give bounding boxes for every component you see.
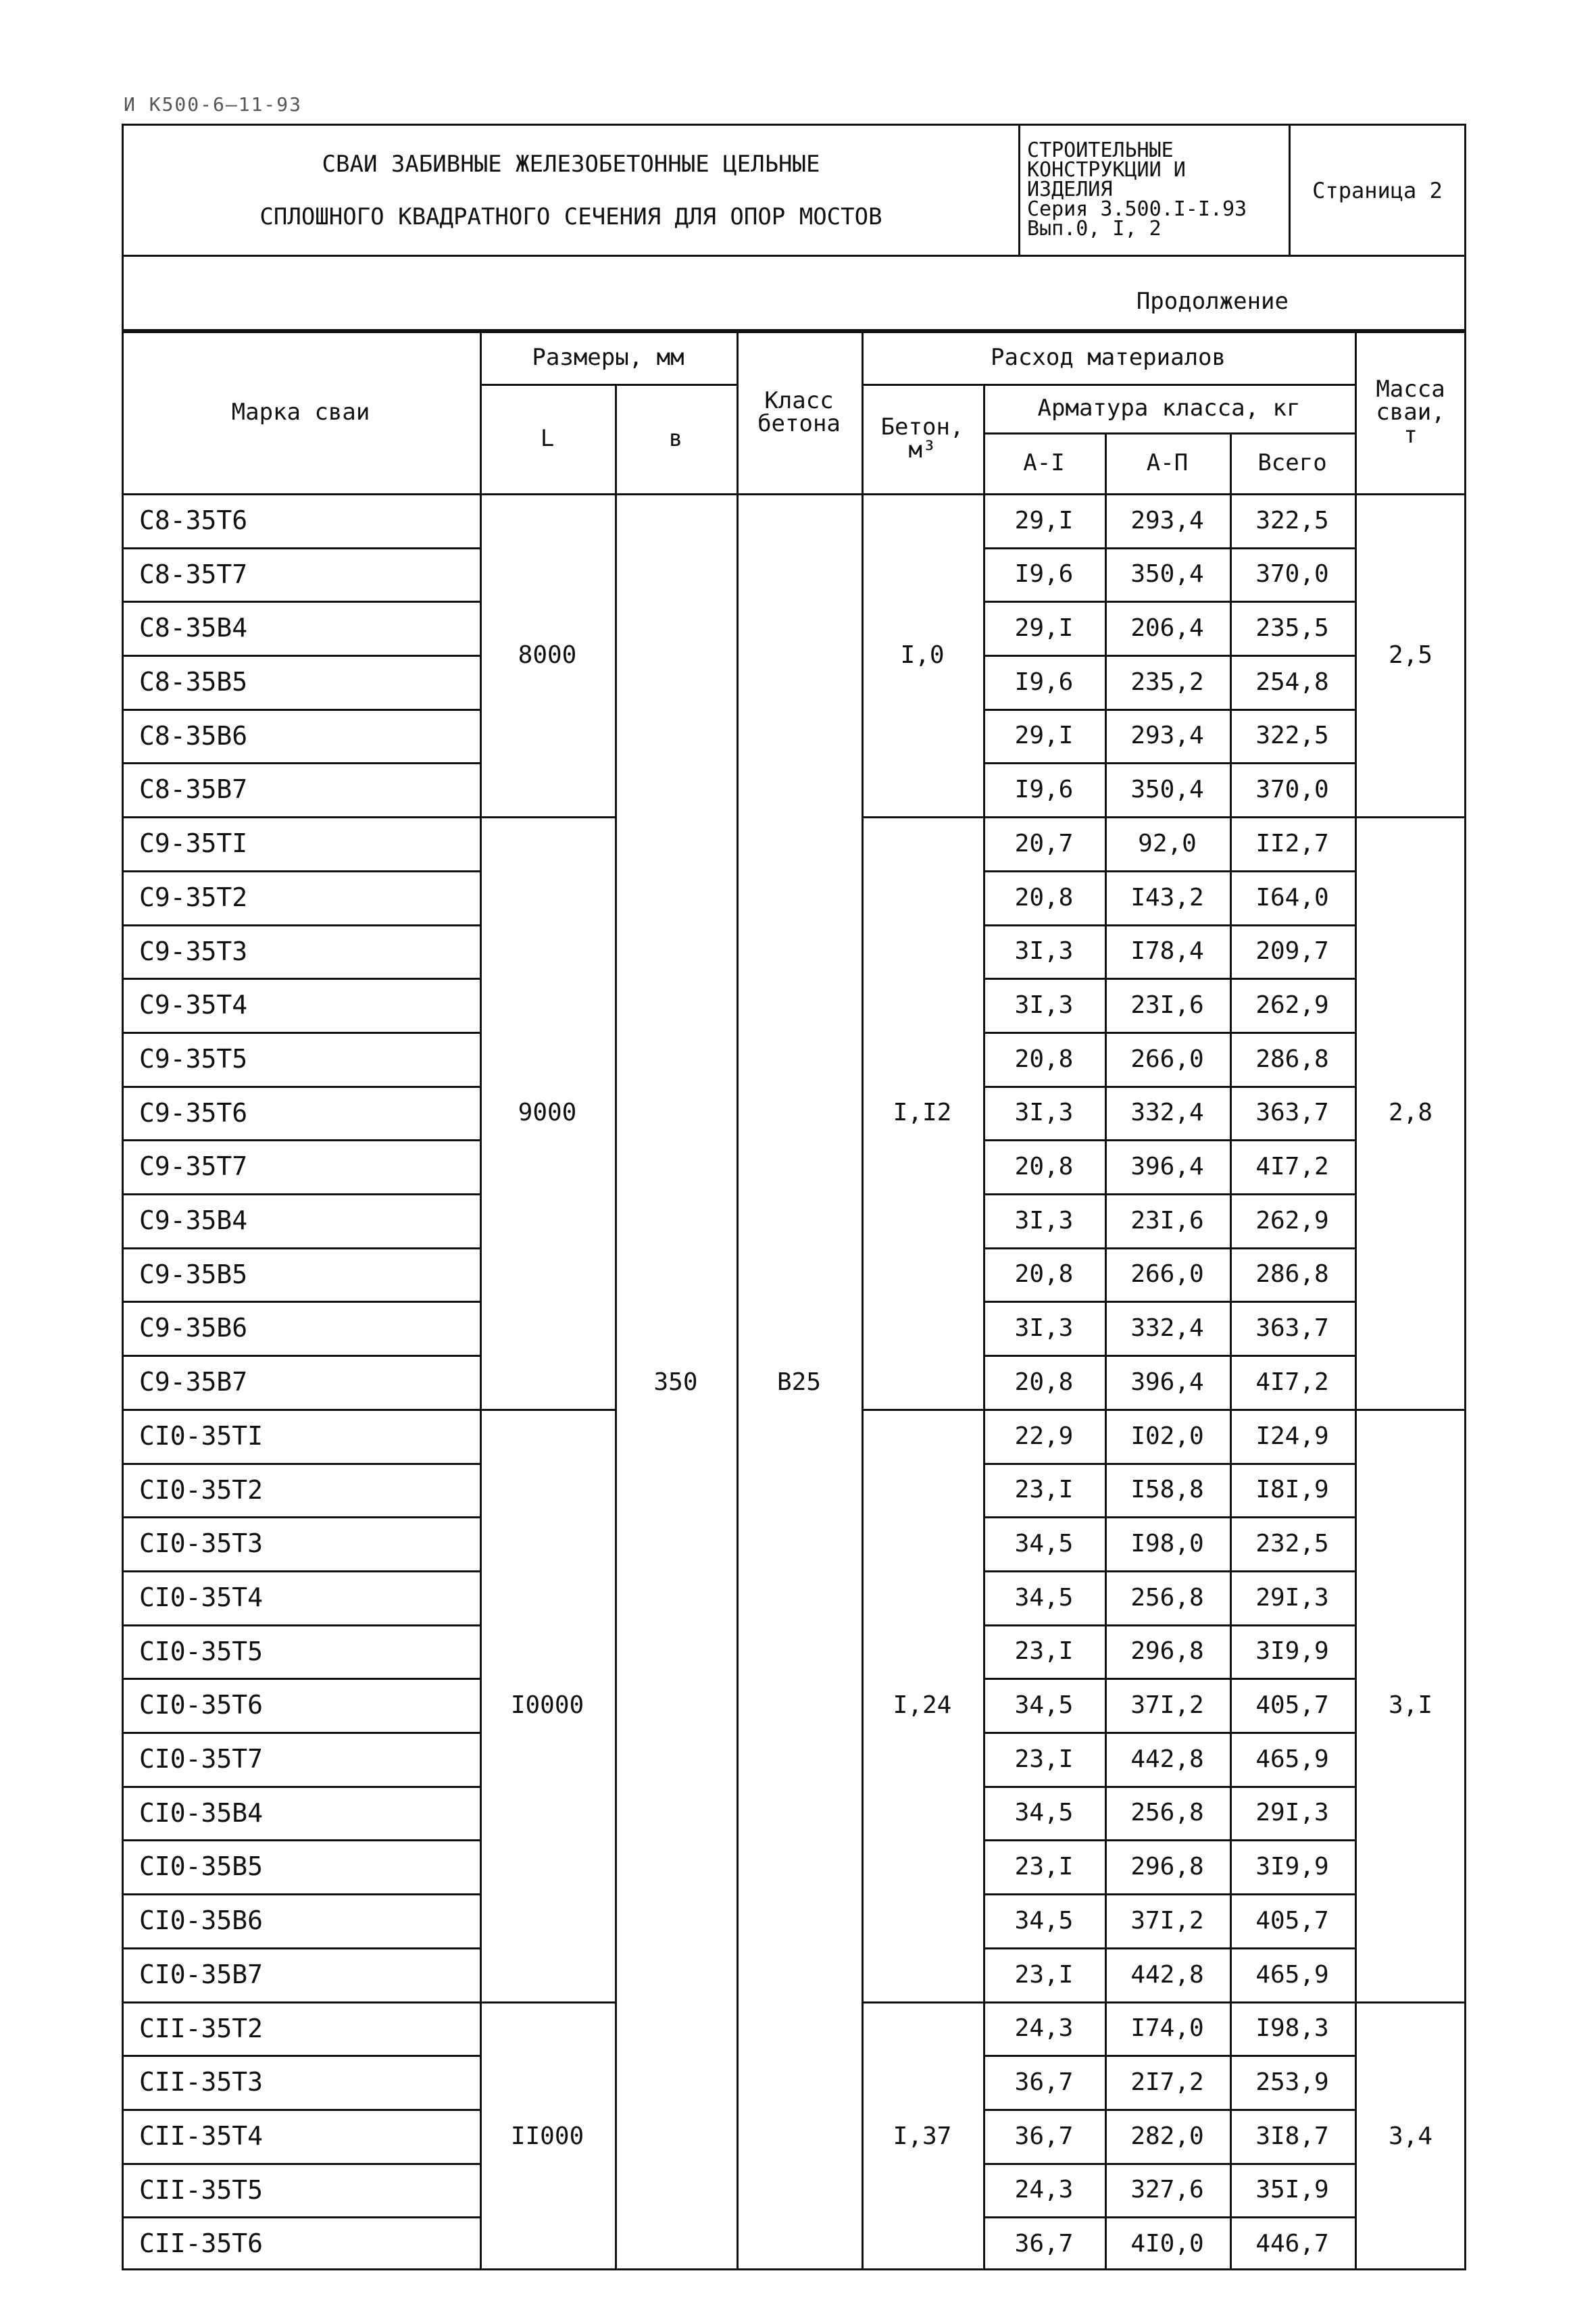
title-line-1: СВАИ ЗАБИВНЫЕ ЖЕЛЕЗОБЕТОННЫЕ ЦЕЛЬНЫЕ [322, 150, 820, 178]
col-header-sizes: Размеры, мм [532, 344, 684, 371]
concrete-volume: I,24 [893, 1691, 952, 1719]
rebar-a1: 36,7 [1014, 2229, 1074, 2258]
rebar-total: 235,5 [1255, 614, 1329, 642]
pile-mark: СII-35Т4 [139, 2121, 264, 2151]
rebar-a2: 296,8 [1130, 1637, 1204, 1665]
pile-mark: СII-35Т3 [139, 2067, 264, 2097]
rebar-a2: 327,6 [1130, 2176, 1204, 2204]
rebar-a1: 20,7 [1014, 829, 1074, 857]
rebar-a2: I78,4 [1130, 937, 1204, 965]
rebar-a2: I43,2 [1130, 883, 1204, 912]
rebar-a1: I9,6 [1014, 560, 1074, 588]
pile-mark: С8-35В5 [139, 667, 248, 697]
pile-mark: СI0-35Т7 [139, 1744, 264, 1774]
rebar-a1: 20,8 [1014, 1045, 1074, 1073]
rebar-a2: 296,8 [1130, 1852, 1204, 1881]
rebar-a1: 20,8 [1014, 1260, 1074, 1288]
pile-mark: СI0-35В6 [139, 1906, 264, 1935]
rebar-a1: 3I,3 [1014, 937, 1074, 965]
rebar-total: I24,9 [1255, 1422, 1329, 1450]
concrete-class: В25 [776, 1368, 822, 1396]
pile-mark: С9-35Т4 [139, 990, 248, 1020]
rebar-a2: 256,8 [1130, 1583, 1204, 1612]
rebar-total: 35I,9 [1255, 2176, 1329, 2204]
rebar-a2: 266,0 [1130, 1045, 1204, 1073]
rebar-total: II2,7 [1255, 829, 1329, 857]
pile-mark: С8-35В6 [139, 720, 248, 751]
rebar-a2: 2I7,2 [1130, 2068, 1204, 2096]
rebar-a1: 36,7 [1014, 2122, 1074, 2150]
rebar-total: 405,7 [1255, 1691, 1329, 1719]
rebar-a2: 256,8 [1130, 1799, 1204, 1826]
section-size-b: 350 [653, 1368, 698, 1396]
rebar-total: 262,9 [1255, 991, 1329, 1019]
col-header-class-line-1: Класс [764, 387, 834, 414]
rebar-a1: 3I,3 [1014, 1206, 1074, 1235]
pile-mark: СI0-35В5 [139, 1851, 264, 1881]
rebar-a2: 442,8 [1130, 1745, 1204, 1773]
rebar-a2: 266,0 [1130, 1260, 1204, 1288]
pile-mark: С9-35Т5 [139, 1044, 248, 1074]
rebar-total: 209,7 [1255, 937, 1329, 965]
concrete-volume: I,37 [893, 2122, 952, 2150]
pile-mark: СI0-35Т4 [139, 1583, 264, 1612]
pile-mass: 3,4 [1388, 2122, 1433, 2150]
pile-mark: С8-35Т6 [139, 505, 248, 535]
document-title [124, 126, 1020, 255]
rebar-a1: 34,5 [1014, 1691, 1074, 1719]
col-header-class-line-2: бетона [757, 410, 841, 437]
rebar-total: 322,5 [1255, 506, 1329, 534]
rebar-total: 363,7 [1255, 1314, 1329, 1342]
rebar-a1: 3I,3 [1014, 1314, 1074, 1342]
col-header-concrete-line-1: Бетон, [880, 414, 964, 441]
pile-mark: С9-35Т2 [139, 882, 248, 912]
rebar-total: 370,0 [1255, 560, 1329, 588]
pile-mark: С9-35В5 [139, 1259, 248, 1289]
rebar-a1: 20,8 [1014, 1152, 1074, 1180]
rebar-a2: 332,4 [1130, 1314, 1204, 1342]
pile-mark: СI0-35Т2 [139, 1474, 264, 1505]
col-header-concrete-line-2: м³ [908, 437, 937, 464]
pile-length: 8000 [518, 641, 577, 669]
rebar-a2: 442,8 [1130, 1960, 1204, 1989]
rebar-total: 405,7 [1255, 1906, 1329, 1935]
rebar-total: I64,0 [1255, 883, 1329, 912]
rebar-total: 363,7 [1255, 1099, 1329, 1126]
col-header-rebar: Арматура класса, кг [1037, 395, 1301, 422]
rebar-a1: 29,I [1014, 614, 1074, 642]
pile-mark: СI0-35ТI [139, 1421, 264, 1451]
series-block [1020, 126, 1291, 255]
rebar-total: 4I7,2 [1255, 1152, 1329, 1180]
pile-mark: СI0-35Т5 [139, 1636, 264, 1666]
series-line-4: Серия 3.500.I-I.93 [1027, 197, 1247, 221]
rebar-total: 4I7,2 [1255, 1368, 1329, 1396]
pile-mark: СII-35Т2 [139, 2013, 264, 2043]
pile-mark: С9-35В6 [139, 1313, 248, 1343]
pile-mark: С8-35В4 [139, 613, 248, 643]
rebar-a1: 34,5 [1014, 1799, 1074, 1826]
rebar-a2: 37I,2 [1130, 1906, 1204, 1935]
rebar-a1: 23,I [1014, 1637, 1074, 1665]
pile-mass: 2,5 [1388, 641, 1433, 669]
col-header-mark: Марка сваи [231, 399, 370, 426]
rebar-a2: 92,0 [1138, 829, 1197, 857]
series-line-1: СТРОИТЕЛЬНЫЕ [1027, 139, 1174, 162]
rebar-total: 3I9,9 [1255, 1852, 1329, 1881]
rebar-a1: 24,3 [1014, 2014, 1074, 2042]
rebar-a1: 34,5 [1014, 1529, 1074, 1558]
rebar-a1: 20,8 [1014, 1368, 1074, 1396]
col-header-class [737, 331, 862, 493]
rebar-a2: 4I0,0 [1130, 2229, 1204, 2258]
pile-length: II000 [510, 2122, 584, 2150]
rebar-a2: 396,4 [1130, 1152, 1204, 1180]
pile-mark: С9-35Т6 [139, 1097, 248, 1128]
rebar-a2: I98,0 [1130, 1529, 1204, 1558]
rebar-a1: 29,I [1014, 506, 1074, 534]
series-line-2: КОНСТРУКЦИИ И [1027, 158, 1186, 182]
rebar-a1: 23,I [1014, 1852, 1074, 1881]
pile-mass: 2,8 [1388, 1099, 1433, 1126]
pile-mark: СI0-35Т6 [139, 1690, 264, 1720]
rebar-a1: 34,5 [1014, 1906, 1074, 1935]
rebar-total: 29I,3 [1255, 1583, 1329, 1612]
rebar-a1: 20,8 [1014, 883, 1074, 912]
rebar-total: 232,5 [1255, 1529, 1329, 1558]
rebar-a1: 36,7 [1014, 2068, 1074, 2096]
rebar-total: 3I8,7 [1255, 2122, 1329, 2150]
rebar-total: 446,7 [1255, 2229, 1329, 2258]
pile-mark: СII-35Т5 [139, 2174, 264, 2205]
rebar-a1: 34,5 [1014, 1583, 1074, 1612]
col-header-mass-line-1: Масса [1376, 376, 1445, 403]
col-header-b: в [668, 425, 683, 452]
col-header-materials: Расход материалов [991, 344, 1226, 371]
rebar-a1: I9,6 [1014, 775, 1074, 803]
rebar-total: 286,8 [1255, 1045, 1329, 1073]
rebar-a2: I74,0 [1130, 2014, 1204, 2042]
piles-table [122, 331, 1466, 2270]
pile-length: 9000 [518, 1099, 577, 1126]
rebar-a2: I02,0 [1130, 1422, 1204, 1450]
col-header-mass-line-2: сваи, [1376, 399, 1445, 426]
page-number: Страница 2 [1312, 177, 1443, 203]
rebar-a1: 23,I [1014, 1476, 1074, 1503]
continuation-row [122, 257, 1466, 331]
col-header-L: L [540, 425, 555, 452]
rebar-total: I8I,9 [1255, 1476, 1329, 1503]
col-header-concrete [862, 384, 983, 493]
continuation-label: Продолжение [1136, 288, 1289, 315]
pile-mark: С9-35В7 [139, 1367, 248, 1397]
rebar-a2: I58,8 [1130, 1476, 1204, 1503]
rebar-a1: 23,I [1014, 1960, 1074, 1989]
rebar-a1: 3I,3 [1014, 1099, 1074, 1126]
pile-mark: С8-35В7 [139, 774, 248, 804]
rebar-total: 286,8 [1255, 1260, 1329, 1288]
rebar-total: 29I,3 [1255, 1799, 1329, 1826]
title-line-2: СПЛОШНОГО КВАДРАТНОГО СЕЧЕНИЯ ДЛЯ ОПОР МОСТОВ [259, 203, 882, 230]
rebar-total: 370,0 [1255, 775, 1329, 803]
col-header-total: Всего [1257, 449, 1327, 476]
col-header-a2: А-П [1146, 449, 1189, 476]
rebar-a2: 37I,2 [1130, 1691, 1204, 1719]
series-line-5: Вып.0, I, 2 [1027, 217, 1162, 241]
pile-length: I0000 [510, 1691, 584, 1719]
rebar-a1: 23,I [1014, 1745, 1074, 1773]
pile-mark: С9-35Т3 [139, 936, 248, 966]
pile-mark: С9-35В4 [139, 1205, 248, 1235]
pile-mark: С9-35Т7 [139, 1151, 248, 1181]
rebar-a2: 293,4 [1130, 722, 1204, 749]
rebar-a2: 350,4 [1130, 560, 1204, 588]
rebar-total: 262,9 [1255, 1206, 1329, 1235]
col-header-mass [1355, 331, 1466, 493]
rebar-total: 254,8 [1255, 668, 1329, 696]
document-code: И К500-6—11-93 [124, 93, 303, 116]
pile-mass: 3,I [1388, 1691, 1433, 1719]
pile-mark: СII-35Т6 [139, 2229, 264, 2258]
col-header-a1: А-I [1023, 449, 1065, 476]
rebar-total: 253,9 [1255, 2068, 1329, 2096]
pile-mark: СI0-35Т3 [139, 1528, 264, 1558]
rebar-total: 3I9,9 [1255, 1637, 1329, 1665]
concrete-volume: I,I2 [893, 1099, 952, 1126]
rebar-a2: 350,4 [1130, 775, 1204, 803]
pile-mark: СI0-35В7 [139, 1960, 264, 1989]
rebar-a2: 332,4 [1130, 1099, 1204, 1126]
rebar-total: 465,9 [1255, 1745, 1329, 1773]
rebar-total: 465,9 [1255, 1960, 1329, 1989]
rebar-total: 322,5 [1255, 722, 1329, 749]
title-block [122, 124, 1466, 257]
col-header-mass-line-3: т [1403, 422, 1418, 449]
rebar-a2: 206,4 [1130, 614, 1204, 642]
series-line-3: ИЗДЕЛИЯ [1027, 178, 1113, 201]
pile-mark: СI0-35В4 [139, 1797, 264, 1828]
rebar-a1: I9,6 [1014, 668, 1074, 696]
rebar-a2: 396,4 [1130, 1368, 1204, 1396]
rebar-a2: 235,2 [1130, 668, 1204, 696]
rebar-a2: 23I,6 [1130, 991, 1204, 1019]
rebar-a2: 23I,6 [1130, 1206, 1204, 1235]
concrete-volume: I,0 [900, 641, 945, 669]
pile-mark: С9-35ТI [139, 828, 248, 858]
rebar-a1: 29,I [1014, 722, 1074, 749]
rebar-a1: 3I,3 [1014, 991, 1074, 1019]
rebar-total: I98,3 [1255, 2014, 1329, 2042]
rebar-a1: 22,9 [1014, 1422, 1074, 1450]
pile-mark: С8-35Т7 [139, 559, 248, 589]
rebar-a2: 282,0 [1130, 2122, 1204, 2150]
rebar-a1: 24,3 [1014, 2176, 1074, 2204]
rebar-a2: 293,4 [1130, 506, 1204, 534]
